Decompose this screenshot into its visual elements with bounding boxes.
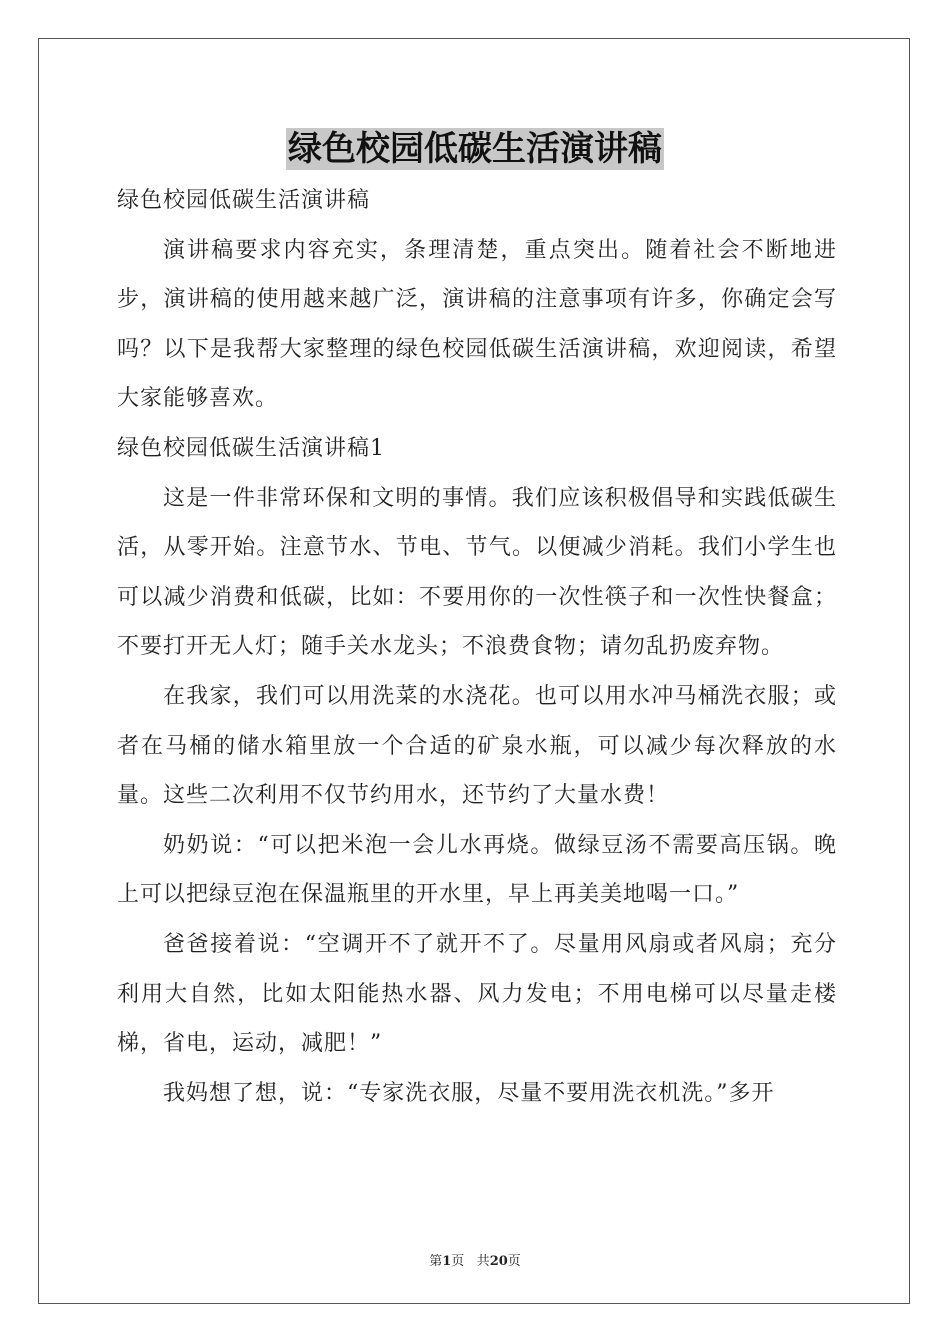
body-paragraph: 这是一件非常环保和文明的事情。我们应该积极倡导和实践低碳生活，从零开始。注意节水、节电、节气。以便减少消耗。我们小学生也可以减少消费和低碳，比如：不要用你的一次性筷子和一次性快餐盒；不要打开无人灯；随手关水龙头；不浪费食物；请勿乱扔废弃物。	[117, 485, 837, 660]
page-footer	[0, 1250, 950, 1269]
intro-paragraph: 演讲稿要求内容充实，条理清楚，重点突出。随着社会不断地进步，演讲稿的使用越来越广泛，演讲稿的注意事项有许多，你确定会写吗？以下是我帮大家整理的绿色校园低碳生活演讲稿，欢迎阅读，希望大家能够喜欢。	[117, 237, 837, 412]
document-body	[117, 176, 837, 1118]
document-title: 绿色校园低碳生活演讲稿	[288, 129, 662, 169]
page-prefix: 第	[429, 1254, 443, 1269]
total-pages: 20	[489, 1254, 508, 1269]
page-suffix: 页	[451, 1254, 465, 1269]
subtitle: 绿色校园低碳生活演讲稿	[117, 188, 371, 213]
section-heading: 绿色校园低碳生活演讲稿1	[117, 435, 385, 461]
body-paragraph: 爸爸接着说：“空调开不了就开不了。尽量用风扇或者风扇；充分利用大自然，比如太阳能热水器、风力发电；不用电梯可以尽量走楼梯，省电，运动，减肥！”	[117, 931, 837, 1057]
page-number: 1	[442, 1254, 452, 1269]
total-prefix: 共	[476, 1254, 490, 1269]
total-suffix: 页	[507, 1254, 521, 1269]
title-container	[0, 128, 950, 170]
body-paragraph: 奶奶说：“可以把米泡一会儿水再烧。做绿豆汤不需要高压锅。晚上可以把绿豆泡在保温瓶里的开水里，早上再美美地喝一口。”	[117, 832, 837, 908]
body-paragraph: 我妈想了想，说：“专家洗衣服，尽量不要用洗衣机洗。”多开	[163, 1080, 775, 1106]
body-paragraph: 在我家，我们可以用洗菜的水浇花。也可以用水冲马桶洗衣服；或者在马桶的储水箱里放一个合适的矿泉水瓶，可以减少每次释放的水量。这些二次利用不仅节约用水，还节约了大量水费！	[117, 683, 837, 809]
